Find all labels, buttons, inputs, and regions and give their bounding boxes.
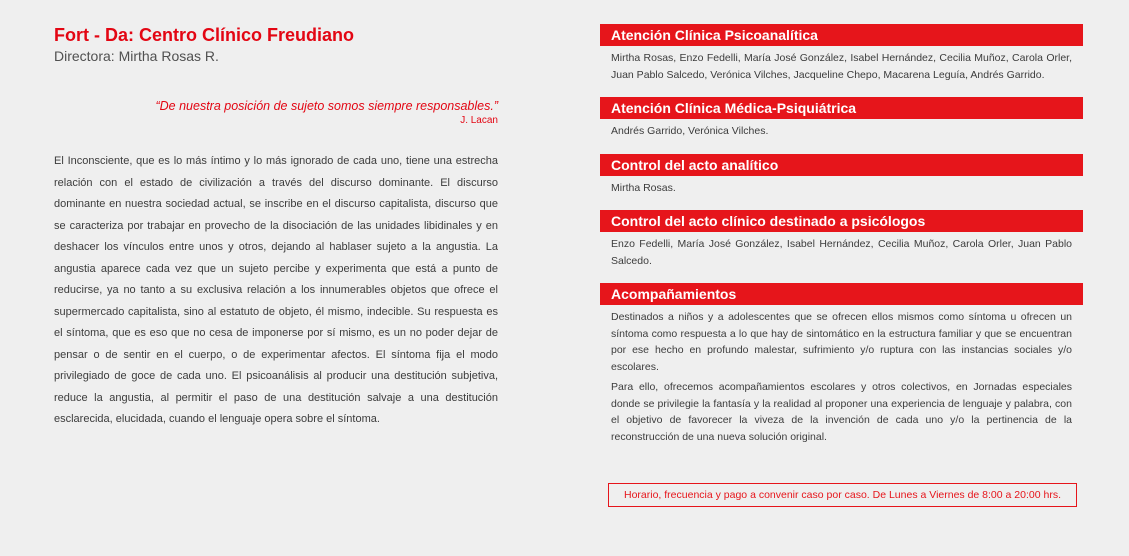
section-body <box>600 305 1083 445</box>
quote-author: J. Lacan <box>460 115 498 126</box>
quote-text: “De nuestra posición de sujeto somos siempre responsables.” <box>155 99 498 113</box>
section-control-analitico <box>600 154 1083 197</box>
section-paragraph: Andrés Garrido, Verónica Vilches. <box>611 125 769 137</box>
section-paragraph: Destinados a niños y a adolescentes que se ofrecen ellos mismos como síntoma u ofrecen un síntoma como respuesta a lo que hay de sintomático en la estructura familiar y que se encuentran por ese hecho en profundo malestar, sufrimiento y/o ruptura con las instancias sociales y/o escolares. <box>611 311 1072 373</box>
section-control-psicologos <box>600 210 1083 269</box>
section-body <box>600 119 1083 140</box>
section-heading: Control del acto clínico destinado a psicólogos <box>600 210 1083 232</box>
section-heading: Control del acto analítico <box>600 154 1083 176</box>
hours-notice: Horario, frecuencia y pago a convenir caso por caso. De Lunes a Viernes de 8:00 a 20:00 hrs. <box>608 483 1077 507</box>
section-heading: Acompañamientos <box>600 283 1083 305</box>
section-body <box>600 232 1083 269</box>
section-heading: Atención Clínica Médica-Psiquiátrica <box>600 97 1083 119</box>
section-body <box>600 176 1083 197</box>
section-paragraph: Mirtha Rosas. <box>611 181 676 194</box>
body-paragraph: El Inconsciente, que es lo más íntimo y lo más ignorado de cada uno, tiene una estrecha relación con el estado de civilización a través del discurso dominante. El discurso dominante en nuestra sociedad actual, se inscribe en el discurso capitalista, discurso que se caracteriza por trabajar en provecho de la disociación de las unidades libidinales y en deshacer los vínculos entre unos y otros, dejando al hablaser sujeto a la angustia. La angustia aparece cada vez que un sujeto percibe y experimenta que está a punto de reducirse, ya no tanto a su exclusiva relación a los innumerables objetos que ofrece el supermercado capitalista, sino al estatuto de objeto, él mismo, indecible. Su respuesta es el síntoma, que es eso que no cesa de imponerse por sí mismo, es un no poder dejar de pensar o de sentir en el cuerpo, o de experimentar afectos. El síntoma fija el modo privilegiado de goce de cada uno. El psicoanálisis al producir una destitución subjetiva, reduce la angustia, al permitir el paso de una destitución salvaje a una destitución esclarecida, elucidada, cuando el lenguaje opera sobre el síntoma. <box>54 155 498 425</box>
section-paragraph: Para ello, ofrecemos acompañamientos escolares y otros colectivos, en Jornadas especiales donde se privilegie la fantasía y la realidad al proponer una experiencia de lenguaje y palabra, con el objetivo de favorecer la viveza de la invención de cada uno y/o la pertinencia de la reconstrucción de una nueva solución original. <box>611 381 1072 443</box>
right-column <box>600 24 1083 459</box>
section-acompanamientos <box>600 283 1083 445</box>
section-psicoanalitica <box>600 24 1083 83</box>
section-body <box>600 46 1083 83</box>
page-title: Fort - Da: Centro Clínico Freudiano <box>54 25 354 45</box>
left-column <box>54 24 498 431</box>
section-medica-psiquiatrica <box>600 97 1083 140</box>
section-paragraph: Enzo Fedelli, María José González, Isabel Hernández, Cecilia Muñoz, Carola Orler, Juan Pablo Salcedo. <box>611 238 1072 267</box>
section-heading: Atención Clínica Psicoanalítica <box>600 24 1083 46</box>
director-line: Directora: Mirtha Rosas R. <box>54 48 219 64</box>
section-paragraph: Mirtha Rosas, Enzo Fedelli, María José González, Isabel Hernández, Cecilia Muñoz, Carola Orler, Juan Pablo Salcedo, Verónica Vilches, Jacqueline Chepo, Macarena Leguía, Andrés Garrido. <box>611 52 1072 81</box>
